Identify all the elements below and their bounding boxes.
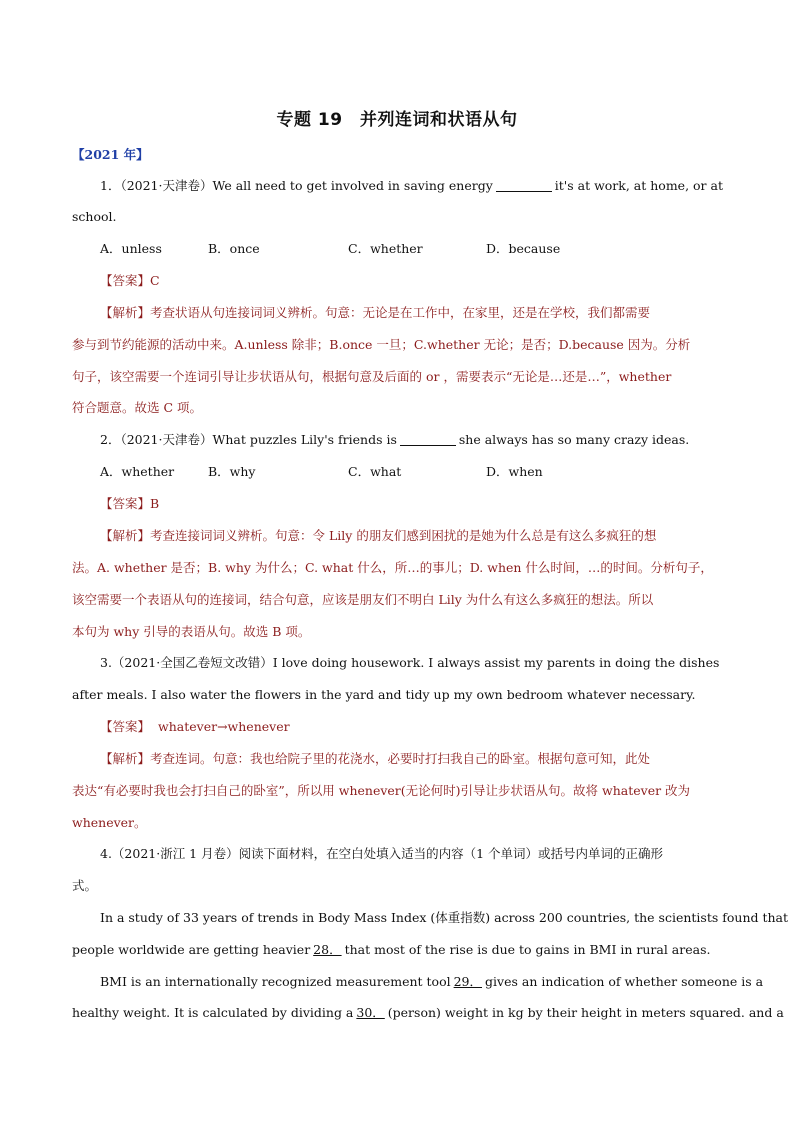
q2-analysis-line-2 — [72, 559, 722, 577]
q2-analysis-2: 法。A. whether 是否；B. why 为什么；C. what 什么，所…的事儿；D. when 什么时间，…的时间。分析句子， — [72, 560, 713, 575]
q1-analysis-line-4 — [72, 399, 722, 417]
q1-option-c: C．whether — [348, 241, 423, 256]
q1-answer-line — [100, 272, 722, 290]
q2-options — [100, 463, 722, 481]
q3-analysis-line-3 — [72, 814, 722, 832]
q3-answer-line — [100, 718, 722, 736]
q1-analysis-line-1 — [100, 304, 722, 322]
q1-stem-c: school. — [72, 209, 117, 224]
q4-p1-b-post: that most of the rise is due to gains in BMI in rural areas. — [344, 942, 711, 957]
q3-analysis-3: whenever。 — [72, 815, 147, 830]
q3-analysis-label: 【解析】 — [100, 751, 151, 766]
q2-answer-line — [100, 495, 722, 513]
q1-answer-label: 【答案】 — [100, 273, 151, 288]
q1-options — [100, 240, 722, 258]
q4-stem-line-1 — [100, 845, 722, 863]
q3-stem-1: 3.（2021·全国乙卷短文改错）I love doing housework. I always assist my parents in doing the dishes — [100, 655, 720, 670]
q4-paragraph-1-line-2 — [72, 941, 722, 959]
q4-stem-1: 4.（2021·浙江 1 月卷）阅读下面材料，在空白处填入适当的内容（1 个单词）或括号内单词的正确形 — [100, 846, 664, 861]
q1-analysis-line-2 — [72, 336, 722, 354]
q1-stem-b: it's at work, at home, or at — [554, 178, 723, 193]
q3-answer: whatever→whenever — [158, 719, 290, 734]
q1-option-d: D．because — [486, 241, 561, 256]
q1-stem-line-2 — [72, 208, 722, 226]
q2-stem-a: 2．（2021·天津卷）What puzzles Lily's friends is — [100, 432, 397, 447]
q2-analysis-label: 【解析】 — [100, 528, 151, 543]
q2-analysis-3: 该空需要一个表语从句的连接词，结合句意，应该是朋友们不明白 Lily 为什么有这么多疯狂的想法。所以 — [72, 592, 654, 607]
q1-analysis-4: 符合题意。故选 C 项。 — [72, 400, 203, 415]
q3-analysis-line-1 — [100, 750, 722, 768]
q1-option-b: B．once — [208, 241, 260, 256]
q3-stem-line-2 — [72, 686, 722, 704]
q1-answer: C — [150, 273, 160, 288]
q1-stem-line — [100, 177, 722, 195]
q3-analysis-1: 考查连词。句意：我也给院子里的花浇水，必要时打扫我自己的卧室。根据句意可知，此处 — [150, 751, 651, 766]
q2-answer-label: 【答案】 — [100, 496, 151, 511]
q1-stem-a: 1．（2021·天津卷）We all need to get involved in saving energy — [100, 178, 493, 193]
q1-option-a: A．unless — [100, 241, 162, 256]
q4-p2-b-post: (person) weight in kg by their height in meters squared. and a — [387, 1005, 784, 1020]
q1-analysis-2: 参与到节约能源的活动中来。A.unless 除非；B.once 一旦；C.whether 无论；是否；D.because 因为。分析 — [72, 337, 691, 352]
blank-28: 28． — [313, 942, 342, 957]
q3-stem-line-1 — [100, 654, 722, 672]
q2-option-c: C．what — [348, 464, 402, 479]
q1-blank — [496, 179, 552, 192]
q4-paragraph-2-line-1 — [100, 973, 764, 991]
q2-blank — [400, 433, 456, 446]
q2-analysis-line-3 — [72, 591, 722, 609]
blank-29: 29． — [453, 974, 483, 989]
year-tag: 【2021 年】 — [72, 147, 149, 162]
q2-answer: B — [150, 496, 160, 511]
q1-analysis-label: 【解析】 — [100, 305, 151, 320]
q4-stem-2: 式。 — [72, 878, 98, 893]
q3-analysis-line-2 — [72, 782, 722, 800]
page-title: 专题 19 并列连词和状语从句 — [276, 110, 518, 130]
q3-answer-label: 【答案】 — [100, 719, 151, 734]
q1-analysis-1: 考查状语从句连接词词义辨析。句意：无论是在工作中，在家里，还是在学校，我们都需要 — [150, 305, 651, 320]
blank-30: 30． — [356, 1005, 385, 1020]
q3-stem-2: after meals. I also water the flowers in the yard and tidy up my own bedroom whatever necessary. — [72, 687, 696, 702]
q2-option-d: D．when — [486, 464, 543, 479]
q4-paragraph-1-line-1 — [100, 909, 789, 927]
q4-p2-b-pre: healthy weight. It is calculated by dividing a — [72, 1005, 354, 1020]
q3-analysis-2: 表达“有必要时我也会打扫自己的卧室”，所以用 whenever(无论何时)引导让步状语从句。故将 whatever 改为 — [72, 783, 691, 798]
q4-paragraph-2-line-2 — [72, 1004, 784, 1022]
q4-p2-a-post: gives an indication of whether someone is a — [485, 974, 764, 989]
q2-analysis-4: 本句为 why 引导的表语从句。故选 B 项。 — [72, 624, 311, 639]
q4-stem-line-2 — [72, 877, 722, 895]
q1-analysis-line-3 — [72, 368, 722, 386]
year-tag-line — [72, 146, 722, 164]
q2-stem-line — [100, 431, 722, 449]
q2-analysis-line-4 — [72, 623, 722, 641]
q2-stem-b: she always has so many crazy ideas. — [458, 432, 690, 447]
q2-analysis-1: 考查连接词词义辨析。句意：令 Lily 的朋友们感到困扰的是她为什么总是有这么多疯狂的想 — [150, 528, 657, 543]
q1-analysis-3: 句子，该空需要一个连词引导让步状语从句，根据句意及后面的 or ，需要表示“无论是…还是…”，whether — [72, 369, 672, 384]
q4-p2-a-pre: BMI is an internationally recognized measurement tool — [100, 974, 451, 989]
q4-p1-a: In a study of 33 years of trends in Body Mass Index (体重指数) across 200 countries, the scientists found that — [100, 910, 789, 925]
q2-option-a: A．whether — [100, 464, 175, 479]
q4-p1-b-pre: people worldwide are getting heavier — [72, 942, 311, 957]
q2-option-b: B．why — [208, 464, 256, 479]
q2-analysis-line-1 — [100, 527, 722, 545]
